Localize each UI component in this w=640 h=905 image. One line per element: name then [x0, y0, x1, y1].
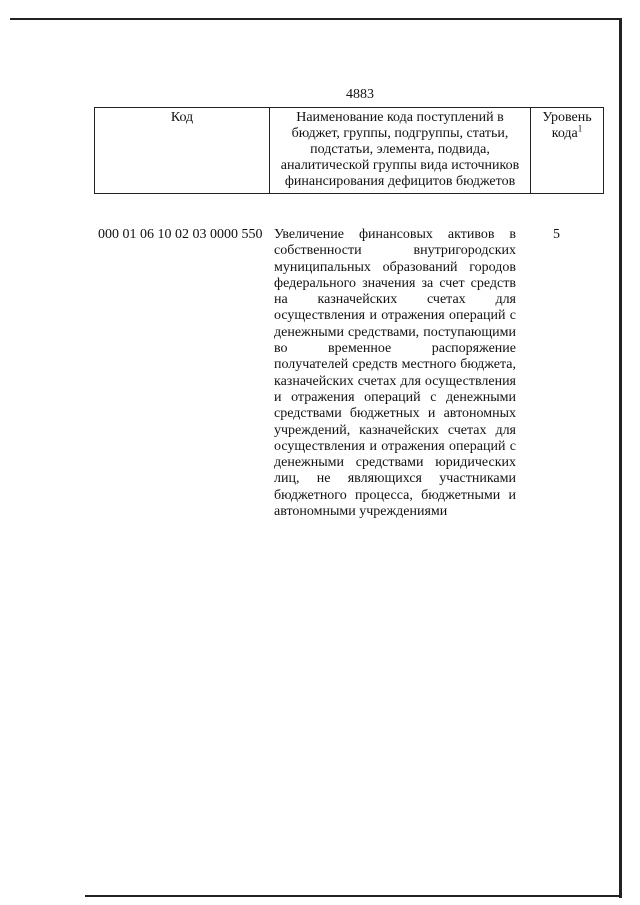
- header-level-cell: [531, 108, 604, 194]
- page-edge-top: [10, 18, 622, 20]
- row-code: 000 01 06 10 02 03 0000 550: [98, 227, 263, 242]
- page-edge-bottom: [85, 895, 622, 897]
- header-table: [94, 107, 604, 194]
- header-code-label: Код: [170, 110, 194, 125]
- header-name-cell: [270, 108, 531, 194]
- page-number: 4883: [346, 87, 374, 102]
- row-level: 5: [553, 227, 560, 242]
- row-description: Увеличение финансовых активов в собственности внутригородских муниципальных образований городов федерального значения за счет средств на казначейских счетах для осуществления и отражения операций с денежными средствами, поступающими во временное распоряжение получателей средств местного бюджета, казначейских счетах для осуществления и отражения операций с денежными средствами бюджетных и автономных учреждений, казначейских счетах для осуществления и отражения операций с денежными средствами юридических лиц, не являющихся участниками бюджетного процесса, бюджетными и автономными учреждениями: [274, 227, 516, 520]
- header-name-label: Наименование кода поступлений в бюджет, группы, подгруппы, статьи, подстатьи, элемента, подвида, аналитической группы вида источников финансирования дефицитов бюджетов: [280, 110, 520, 189]
- header-code-cell: [95, 108, 270, 194]
- header-row: [95, 108, 604, 194]
- page-edge-right: [619, 18, 622, 898]
- header-level-footnote: 1: [577, 123, 583, 134]
- header-level-label: Уровень кода: [542, 110, 592, 141]
